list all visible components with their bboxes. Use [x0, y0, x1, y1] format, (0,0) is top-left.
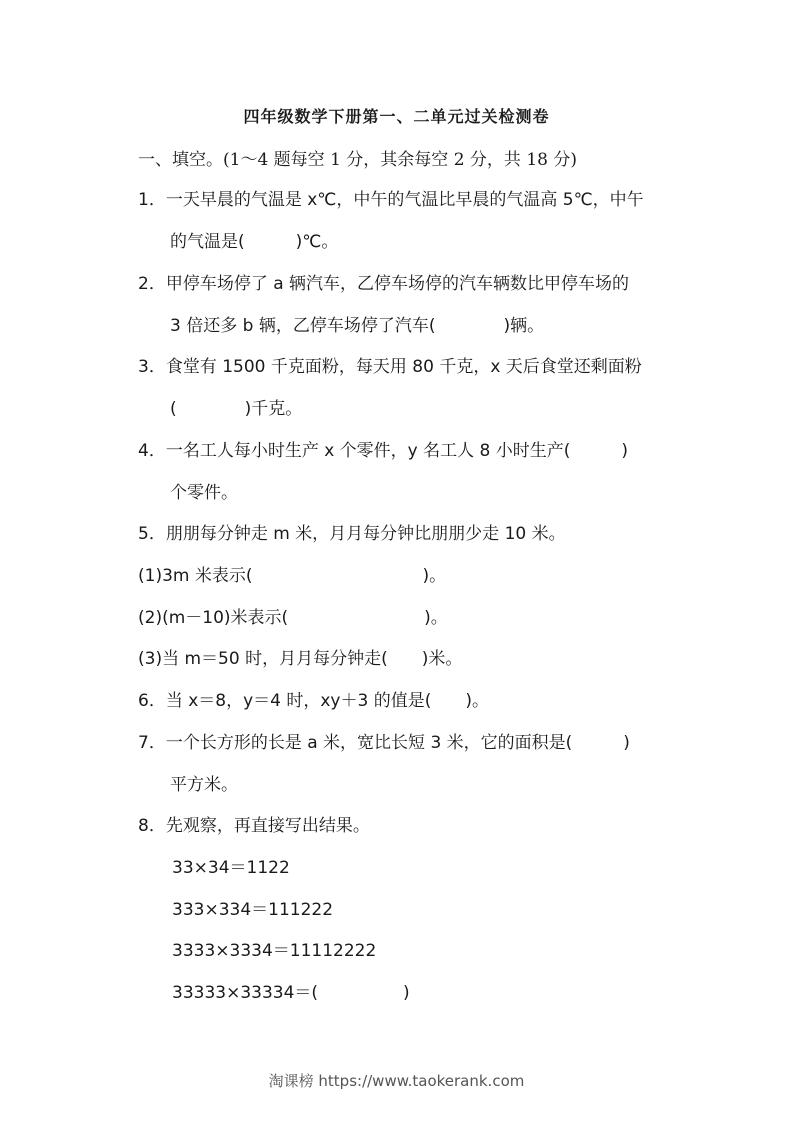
footer-watermark: 淘课榜 https://www.taokerank.com	[268, 1072, 525, 1090]
question-2: 2．甲停车场停了 a 辆汽车，乙停车场停的汽车辆数比甲停车场的	[138, 274, 630, 294]
question-4: 4．一名工人每小时生产 x 个零件，y 名工人 8 小时生产( )	[138, 441, 629, 461]
equation-2: 333×334＝111222	[172, 900, 334, 920]
section-heading: 一、填空。(1～4 题每空 1 分，其余每空 2 分，共 18 分)	[138, 150, 577, 170]
question-6: 6．当 x＝8，y＝4 时，xy＋3 的值是( )。	[138, 691, 489, 711]
page-title: 四年级数学下册第一、二单元过关检测卷	[243, 107, 550, 126]
question-5-1: (1)3m 米表示( )。	[138, 566, 447, 586]
question-7-cont: 平方米。	[170, 775, 238, 795]
question-3: 3．食堂有 1500 千克面粉，每天用 80 千克，x 天后食堂还剩面粉	[138, 357, 642, 377]
question-5-2: (2)(m－10)米表示( )。	[138, 608, 448, 628]
question-8: 8．先观察，再直接写出结果。	[138, 816, 370, 836]
question-7: 7．一个长方形的长是 a 米，宽比长短 3 米，它的面积是( )	[138, 733, 630, 753]
question-3-cont: ( )千克。	[170, 399, 303, 419]
equation-3: 3333×3334＝11112222	[172, 941, 377, 961]
question-4-cont: 个零件。	[170, 483, 238, 503]
question-1-cont: 的气温是( )℃。	[170, 232, 339, 252]
question-2-cont: 3 倍还多 b 辆，乙停车场停了汽车( )辆。	[170, 316, 545, 336]
question-5: 5．朋朋每分钟走 m 米，月月每分钟比朋朋少走 10 米。	[138, 524, 566, 544]
question-1: 1．一天早晨的气温是 x℃，中午的气温比早晨的气温高 5℃，中午	[138, 190, 644, 210]
equation-1: 33×34＝1122	[172, 858, 290, 878]
equation-4: 33333×33334＝( )	[172, 983, 410, 1003]
question-5-3: (3)当 m＝50 时，月月每分钟走( )米。	[138, 649, 463, 669]
